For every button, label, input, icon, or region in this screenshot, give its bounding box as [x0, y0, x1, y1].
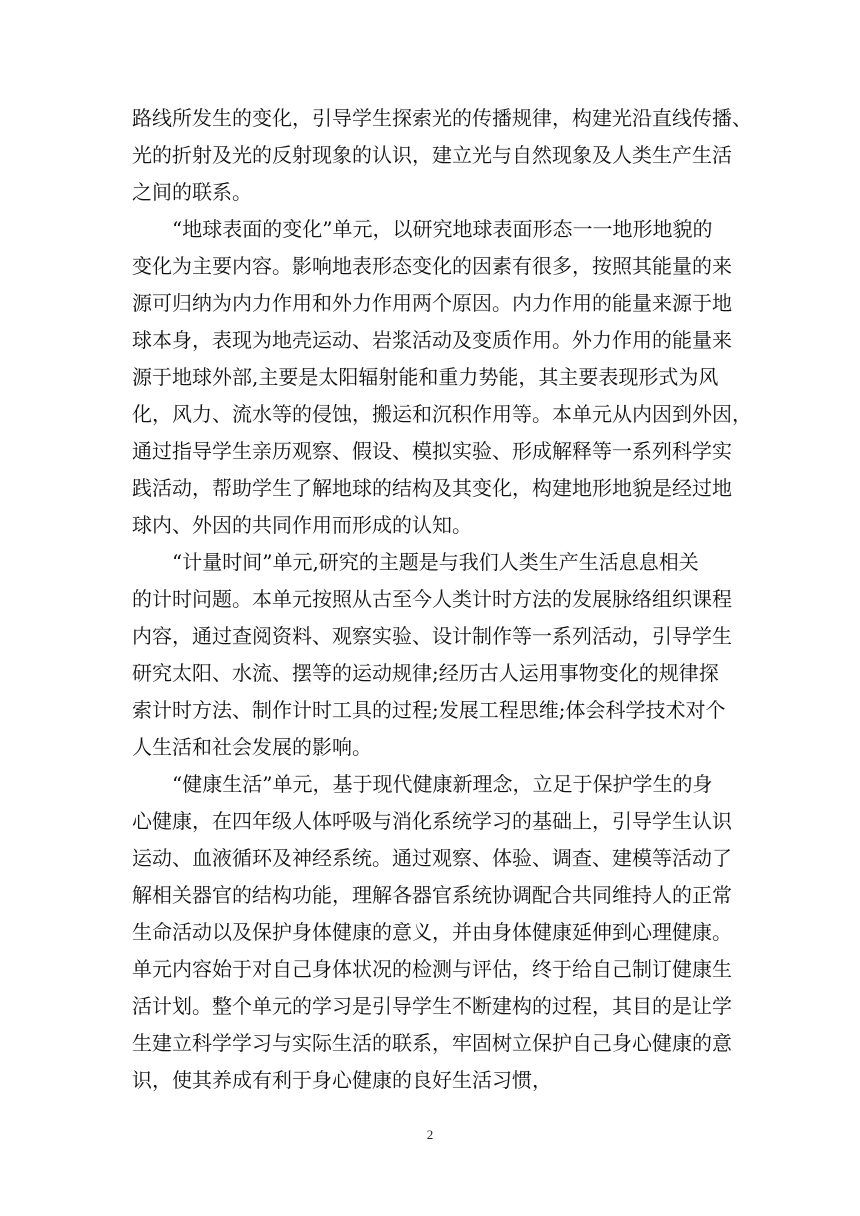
text-line: 化，风力、流水等的侵蚀，搬运和沉积作用等。本单元从内因到外因， — [132, 402, 752, 426]
text-line: 光的折射及光的反射现象的认识，建立光与自然现象及人类生产生活 — [132, 143, 732, 167]
text-line: 运动、血液循环及神经系统。通过观察、体验、调查、建模等活动了 — [132, 846, 732, 870]
paragraph-first-line: “地球表面的变化”单元，以研究地球表面形态一一地形地貌的 — [172, 217, 713, 241]
text-line: 研究太阳、水流、摆等的运动规律;经历古人运用事物变化的规律探 — [132, 661, 719, 685]
text-line: 源于地球外部,主要是太阳辐射能和重力势能，其主要表现形式为风 — [132, 365, 719, 389]
text-line: 球内、外因的共同作用而形成的认知。 — [132, 513, 472, 537]
body-text — [132, 100, 752, 1099]
text-line: 索计时方法、制作计时工具的过程;发展工程思维;体会科学技术对个 — [132, 698, 726, 722]
text-line: 通过指导学生亲历观察、假设、模拟实验、形成解释等一系列科学实 — [132, 439, 732, 463]
text-line: 生建立科学学习与实际生活的联系，牢固树立保护自己身心健康的意 — [132, 1031, 732, 1055]
page-number: 2 — [426, 1127, 434, 1142]
text-line: 识，使其养成有利于身心健康的良好生活习惯， — [132, 1068, 552, 1092]
text-line: 生命活动以及保护身体健康的意义，并由身体健康延伸到心理健康。 — [132, 920, 732, 944]
text-line: 内容，通过查阅资料、观察实验、设计制作等一系列活动，引导学生 — [132, 624, 732, 648]
text-line: 心健康，在四年级人体呼吸与消化系统学习的基础上，引导学生认识 — [132, 809, 732, 833]
text-line: 之间的联系。 — [132, 180, 252, 204]
text-line: 活计划。整个单元的学习是引导学生不断建构的过程，其目的是让学 — [132, 994, 732, 1018]
text-line: 解相关器官的结构功能，理解各器官系统协调配合共同维持人的正常 — [132, 883, 732, 907]
text-line: 单元内容始于对自己身体状况的检测与评估，终于给自己制订健康生 — [132, 957, 732, 981]
text-line: 变化为主要内容。影响地表形态变化的因素有很多，按照其能量的来 — [132, 254, 732, 278]
text-line: 源可归纳为内力作用和外力作用两个原因。内力作用的能量来源于地 — [132, 291, 732, 315]
paragraph-first-line: “计量时间”单元,研究的主题是与我们人类生产生活息息相关 — [172, 550, 699, 574]
paragraph-first-line: “健康生活”单元，基于现代健康新理念，立足于保护学生的身 — [172, 772, 713, 796]
text-line: 人生活和社会发展的影响。 — [132, 735, 372, 759]
text-line: 球本身，表现为地壳运动、岩浆活动及变质作用。外力作用的能量来 — [132, 328, 732, 352]
text-line: 的计时问题。本单元按照从古至今人类计时方法的发展脉络组织课程 — [132, 587, 732, 611]
text-line: 践活动，帮助学生了解地球的结构及其变化，构建地形地貌是经过地 — [132, 476, 732, 500]
text-line: 路线所发生的变化，引导学生探索光的传播规律，构建光沿直线传播、 — [132, 106, 752, 130]
